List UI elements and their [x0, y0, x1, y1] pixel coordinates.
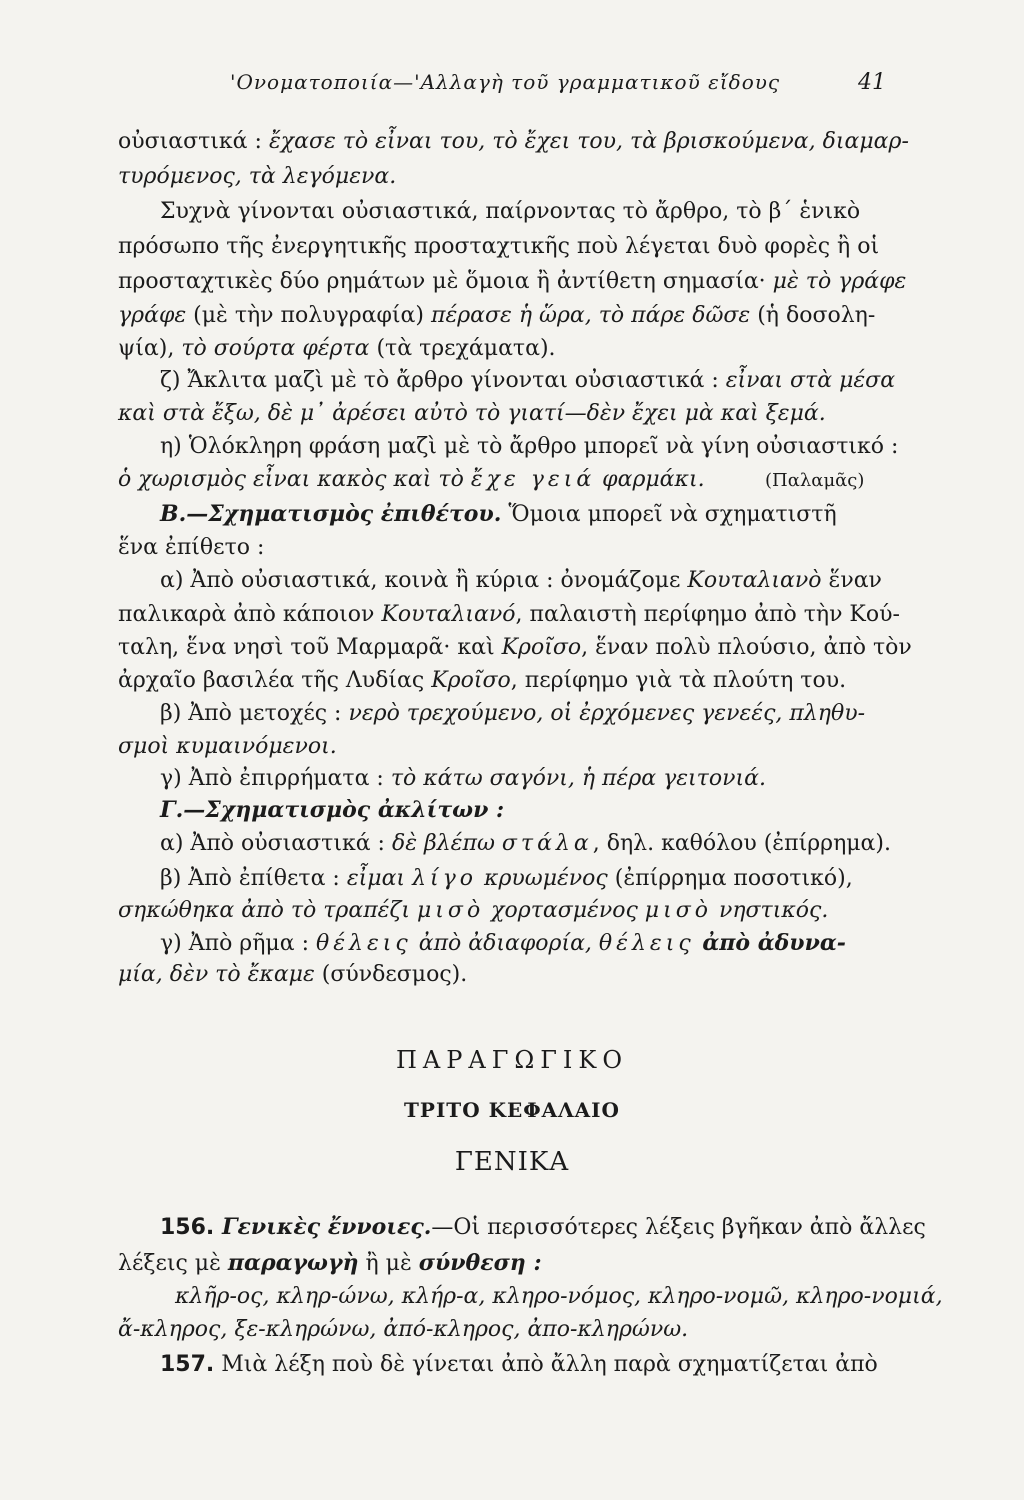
text-line: παλικαρὰ ἀπὸ κάποιον Κουταλιανό, παλαιστὴ περίφημο ἀπὸ τὴν Κού- — [118, 602, 900, 627]
text-line: ψία), τὸ σούρτα φέρτα (τὰ τρεχάματα). — [118, 336, 556, 361]
text-line: ἕνα ἐπίθετο : — [118, 535, 265, 560]
text-line: γ) Ἀπὸ ἐπιρρήματα : τὸ κάτω σαγόνι, ἡ πέρα γειτονιά. — [160, 766, 766, 791]
text-line: πρόσωπο τῆς ἐνεργητικῆς προσταχτικῆς ποὺ λέγεται δυὸ φορὲς ἢ οἱ — [118, 234, 880, 259]
text-line: τυρόμενος, τὰ λεγόμενα. — [118, 164, 397, 189]
example-line: κλῆρ-ος, κληρ-ώνω, κλήρ-α, κληρο-νόμος, κληρο-νομῶ, κληρο-νομιά, — [175, 1284, 943, 1309]
section-heading-c: Γ.—Σχηματισμὸς ἀκλίτων : — [160, 797, 505, 823]
text-line: σμοὶ κυμαινόμενοι. — [118, 734, 337, 759]
text-line: σηκώθηκα ἀπὸ τὸ τραπέζι μισὸ χορτασμένος μισὸ νηστικός. — [118, 898, 829, 923]
text-line: β) Ἀπὸ μετοχές : νερὸ τρεχούμενο, οἱ ἐρχόμενες γενεές, πληθυ- — [160, 701, 866, 726]
text-line: προσταχτικὲς δύο ρημάτων μὲ ὅμοια ἢ ἀντίθετη σημασία· μὲ τὸ γράφε — [118, 269, 907, 294]
quote-attribution: (Παλαμᾶς) — [765, 470, 865, 491]
section-heading-b: Β.—Σχηματισμὸς ἐπιθέτου. Ὅμοια μπορεῖ νὰ σχηματιστῆ — [160, 501, 837, 527]
example-line: ἄ-κληρος, ξε-κληρώνω, ἀπό-κληρος, ἀπο-κληρώνω. — [118, 1317, 689, 1342]
chapter-title: ΤΡΙΤΟ ΚΕΦΑΛΑΙΟ — [404, 1098, 620, 1122]
text-line: οὐσιαστικά : ἔχασε τὸ εἶναι του, τὸ ἔχει του, τὰ βρισκούμενα, διαμαρ- — [118, 129, 909, 154]
text-line: ταλη, ἕνα νησὶ τοῦ Μαρμαρᾶ· καὶ Κροῖσο, ἕναν πολὺ πλούσιο, ἀπὸ τὸν — [118, 635, 912, 660]
paragraph-156: 156. Γενικὲς ἔννοιες.—Οἱ περισσότερες λέξεις βγῆκαν ἀπὸ ἄλλες — [160, 1214, 926, 1240]
paragraph-157: 157. Μιὰ λέξη ποὺ δὲ γίνεται ἀπὸ ἄλλη παρὰ σχηματίζεται ἀπὸ — [160, 1352, 878, 1377]
text-line: α) Ἀπὸ οὐσιαστικά : δὲ βλέπω στάλα, δηλ. καθόλου (ἐπίρρημα). — [160, 831, 891, 856]
text-line: καὶ στὰ ἔξω, δὲ μ᾽ ἀρέσει αὐτὸ τὸ γιατί—δὲν ἔχει μὰ καὶ ξεμά. — [118, 401, 826, 426]
text-line: γράφε (μὲ τὴν πολυγραφία) πέρασε ἡ ὥρα, τὸ πάρε δῶσε (ἡ δοσολη- — [118, 303, 876, 328]
running-header: 'Ονοματοποιία—'Αλλαγὴ τοῦ γραμματικοῦ εἴδους — [230, 70, 781, 94]
text-line: β) Ἀπὸ ἐπίθετα : εἶμαι λίγο κρυωμένος (ἐπίρρημα ποσοτικό), — [160, 866, 853, 891]
text-line: Συχνὰ γίνονται οὐσιαστικά, παίρνοντας τὸ ἄρθρο, τὸ β΄ ἑνικὸ — [160, 199, 861, 224]
text-line: α) Ἀπὸ οὐσιαστικά, κοινὰ ἢ κύρια : ὀνομάζομε Κουταλιανὸ ἕναν — [160, 568, 882, 593]
section-title: ΓΕΝΙΚΑ — [454, 1147, 570, 1177]
text-line: ἀρχαῖο βασιλέα τῆς Λυδίας Κροῖσο, περίφημο γιὰ τὰ πλούτη του. — [118, 668, 847, 693]
page-number: 41 — [858, 70, 886, 95]
text-line: η) Ὁλόκληρη φράση μαζὶ μὲ τὸ ἄρθρο μπορεῖ νὰ γίνη οὐσιαστικό : — [160, 434, 899, 459]
text-line: ὁ χωρισμὸς εἶναι κακὸς καὶ τὸ ἔχε γειά φαρμάκι. — [118, 467, 705, 492]
text-line: μία, δὲν τὸ ἔκαμε (σύνδεσμος). — [118, 962, 468, 987]
text-line: λέξεις μὲ παραγωγὴ ἢ μὲ σύνθεση : — [118, 1250, 542, 1276]
text-line: γ) Ἀπὸ ρῆμα : θέλεις ἀπὸ ἀδιαφορία, θέλεις ἀπὸ ἀδυνα- — [160, 930, 846, 956]
text-line: ζ) Ἄκλιτα μαζὶ μὲ τὸ ἄρθρο γίνονται οὐσιαστικά : εἶναι στὰ μέσα — [160, 368, 896, 393]
part-title: ΠΑΡΑΓΩΓΙΚΟ — [395, 1046, 629, 1074]
